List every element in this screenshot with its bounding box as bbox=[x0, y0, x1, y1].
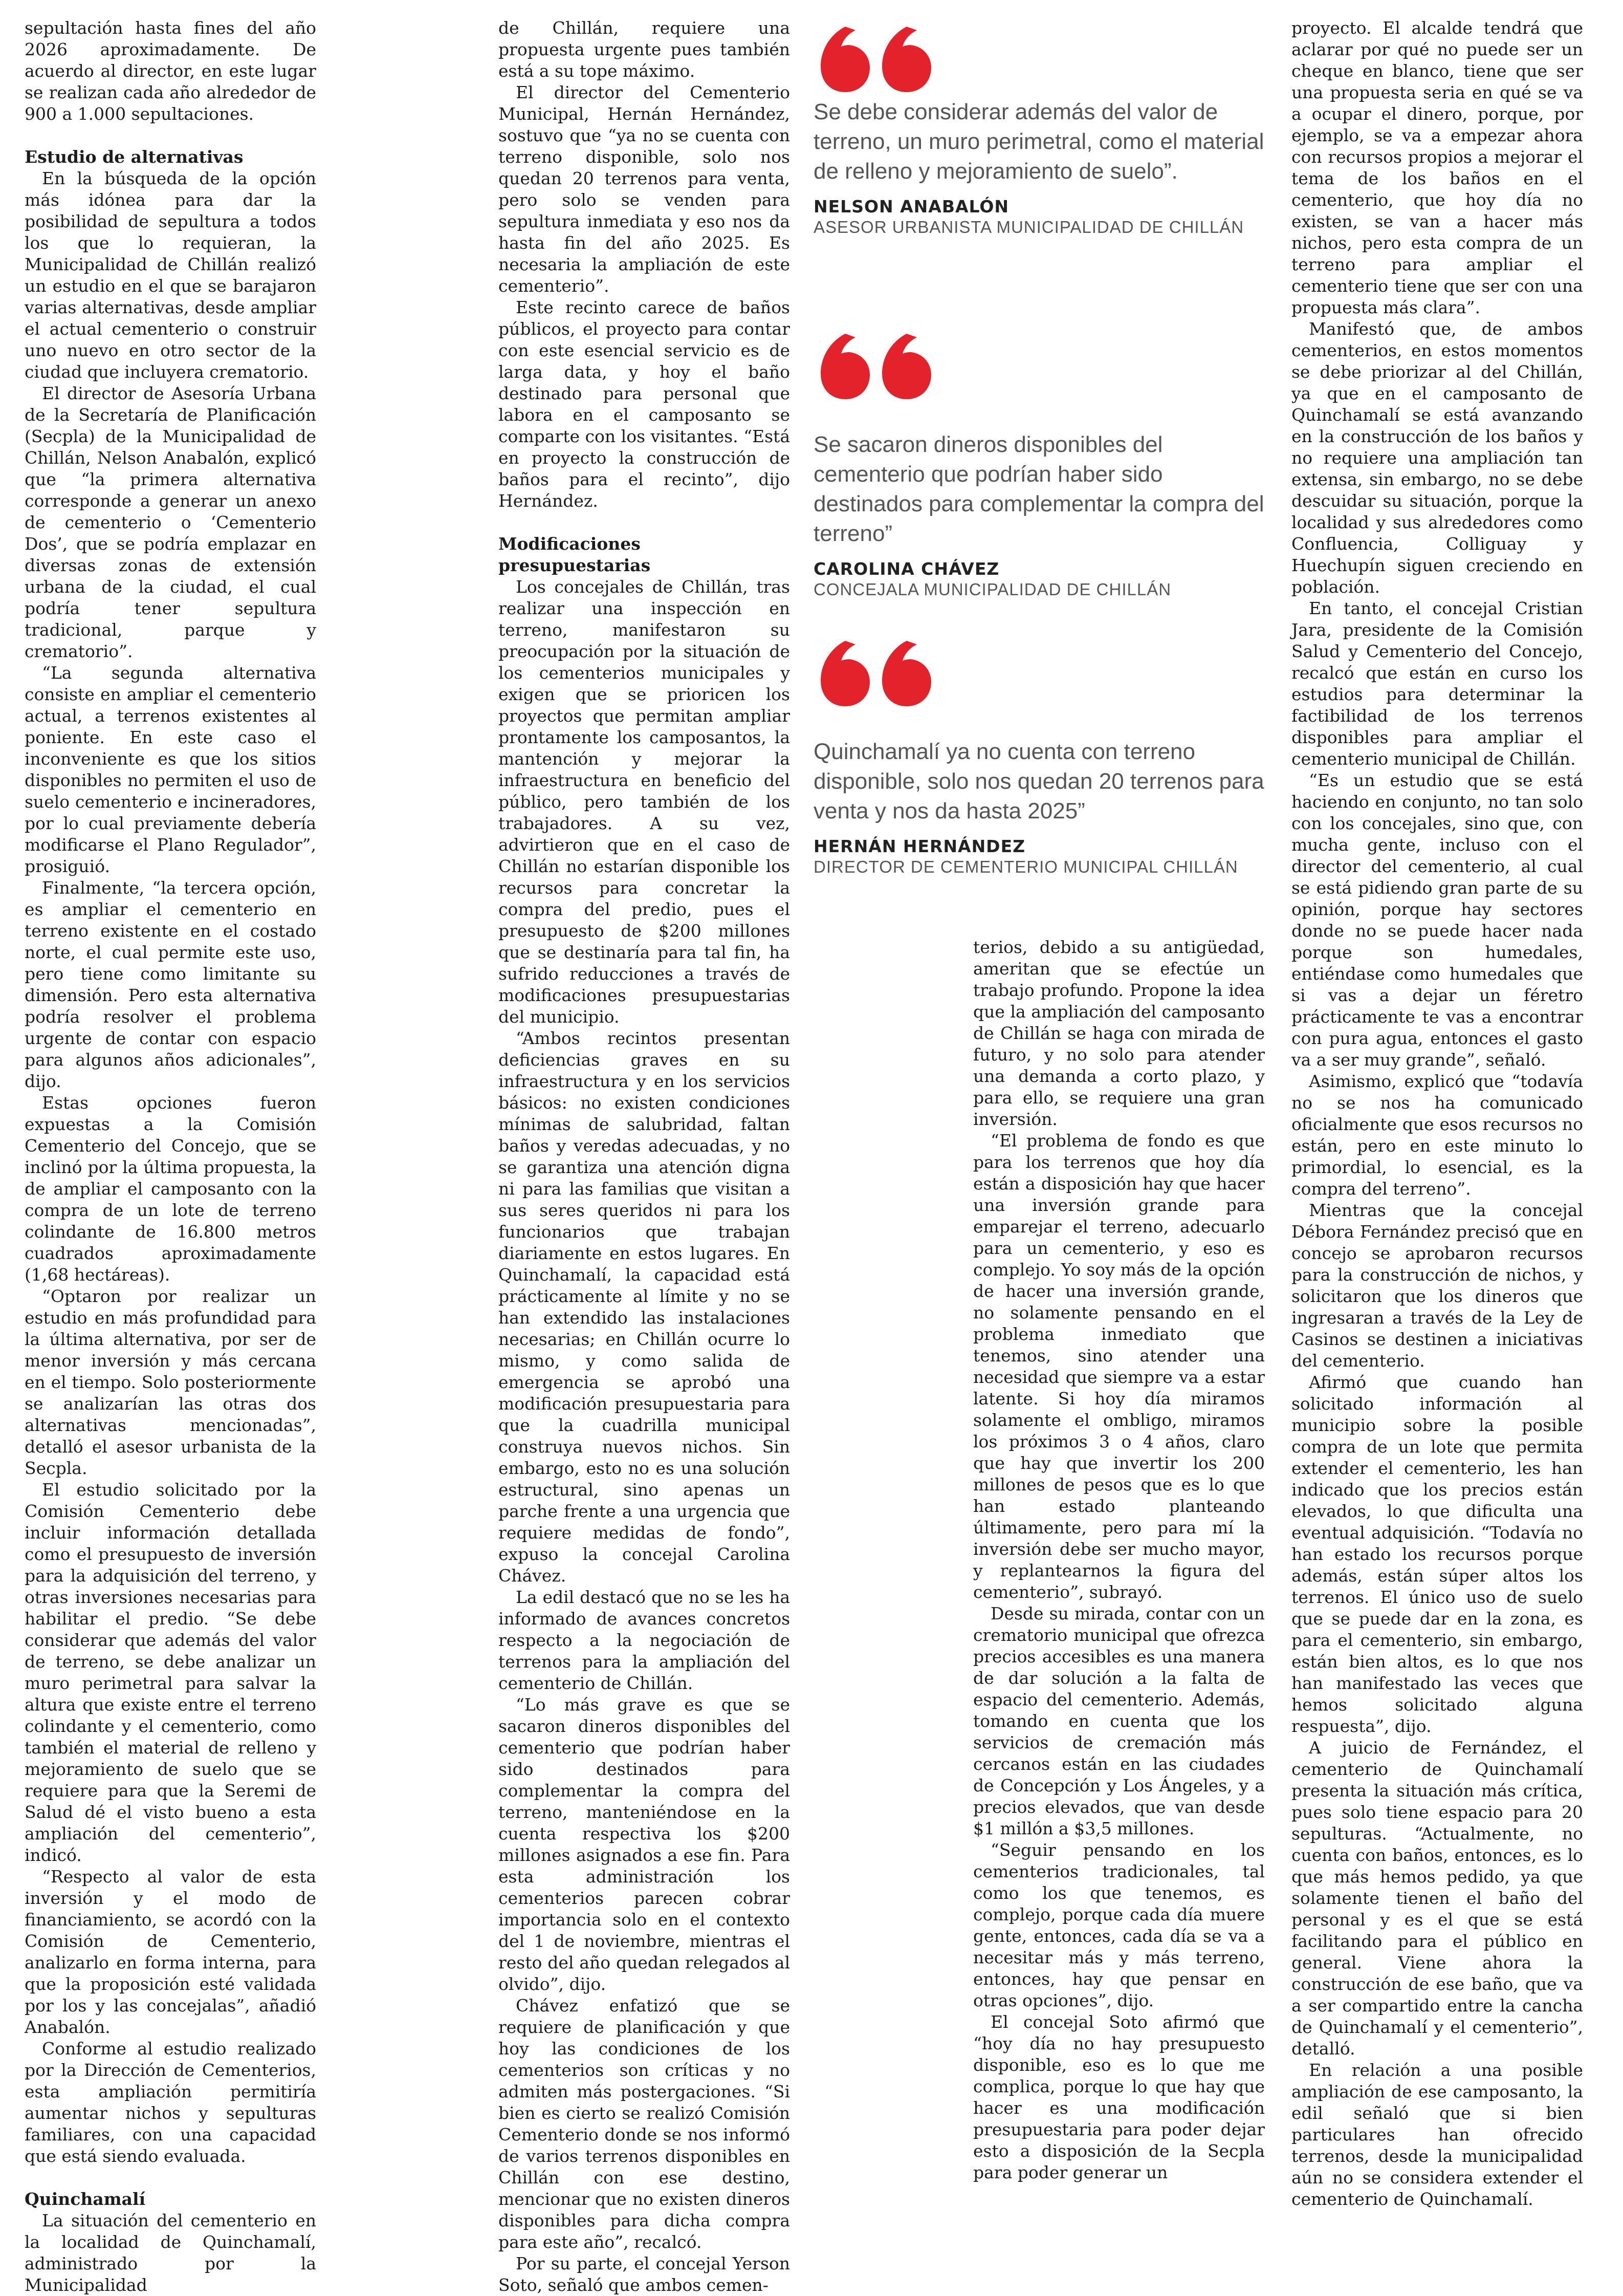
paragraph: El director del Cementerio Municipal, Hernán Hernández, sostuvo que “ya no se cuenta con terreno disponible, solo nos quedan 20 terrenos para venta, pero solo se venden para sepultura inmediata y eso nos da hasta fin del año 2025. Es necesaria la ampliación de este cementerio”. bbox=[498, 82, 790, 296]
paragraph: “Seguir pensando en los cementerios tradicionales, tal como los que tenemos, es complejo, porque cada día muere gente, entonces, cada día se va a necesitar más y más terreno, entonces, hay que pensar en otras opciones”, dijo. bbox=[973, 1840, 1265, 2010]
paragraph: proyecto. El alcalde tendrá que aclarar por qué no puede ser un cheque en blanco, tiene que ser una propuesta seria en qué se va a ocupar el dinero, porque, por ejemplo, se va a empezar ahora con recursos propios a mejorar el tema de los baños en el cementerio, que hoy día no existen, se van a hacer más nichos, pero esta compra de un terreno para ampliar el cementerio tiene que ser con una propuesta más clara”. bbox=[1291, 18, 1583, 317]
paragraph: Estas opciones fueron expuestas a la Comisión Cementerio del Concejo, que se inclinó por la última propuesta, la de ampliar el camposanto con la compra de un lote de terreno colindante de 16.800 metros cuadrados aproximadamente (1,68 hectáreas). bbox=[25, 1093, 316, 1285]
quote-author-role: DIRECTOR DE CEMENTERIO MUNICIPAL CHILLÁN bbox=[814, 857, 1238, 876]
paragraph: sepultación hasta fines del año 2026 aproximadamente. De acuerdo al director, en este lugar se realizan cada año alrededor de 900 a 1.000 sepultaciones. bbox=[25, 18, 316, 124]
paragraph: Manifestó que, de ambos cementerios, en estos momentos se debe priorizar al del Chillán, ya que en el camposanto de Quinchamalí se está avanzando en la construcción de los baños y no requiere una ampliación tan extensa, sin embargo, no se debe descuidar su situación, porque la localidad y sus alrededores como Confluencia, Colliguay y Huechupín siguen creciendo en población. bbox=[1291, 319, 1583, 597]
paragraph: A juicio de Fernández, el cementerio de Quinchamalí presenta la situación más crítica, pues solo tiene espacio para 20 sepulturas. “Actualmente, no cuenta con baños, entonces, es lo que más hemos pedido, ya que solamente tienen el baño del personal y es el que se está facilitando para el público en general. Viene ahora la construcción de ese baño, que va a ser compartido entre la cancha de Quinchamalí y el cementerio”, detalló. bbox=[1291, 1738, 1583, 2059]
pull-quote-anabalon bbox=[814, 15, 1274, 237]
paragraph: Este recinto carece de baños públicos, el proyecto para contar con este esencial servicio es de larga data, y hoy el baño destinado para personal que labora en el camposanto se comparte con los visitantes. “Está en proyecto la construcción de baños para el recinto”, dijo Hernández. bbox=[498, 297, 790, 511]
paragraph: Desde su mirada, contar con un crematorio municipal que ofrezca precios accesibles es una manera de dar solución a la falta de espacio del cementerio. Además, tomando en cuenta que los servicios de cremación más cercanos están en las ciudades de Concepción y Los Ángeles, y a precios elevados, que van desde $1 millón a $3,5 millones. bbox=[973, 1604, 1265, 1838]
quote-author-role: CONCEJALA MUNICIPALIDAD DE CHILLÁN bbox=[814, 580, 1172, 599]
paragraph: Por su parte, el concejal Yerson Soto, señaló que ambos cemen- bbox=[498, 2254, 790, 2295]
quote-text: Quinchamalí ya no cuenta con terreno disponible, solo nos quedan 20 terrenos para venta y nos da hasta 2025” bbox=[814, 739, 1264, 824]
paragraph: El director de Asesoría Urbana de la Secretaría de Planificación (Secpla) de la Municipalidad de Chillán, Nelson Anabalón, explicó que “la primera alternativa corresponde a generar un anexo de cementerio o ‘Cementerio Dos’, que se podría emplazar en diversas zonas de extensión urbana de la ciudad, el cual podría tener sepultura tradicional, parque y crematorio”. bbox=[25, 383, 316, 661]
paragraph: de Chillán, requiere una propuesta urgente pues también está a su tope máximo. bbox=[498, 18, 790, 81]
paragraph: La situación del cementerio en la localidad de Quinchamalí, administrado por la Municipalidad bbox=[25, 2211, 316, 2295]
paragraph: En la búsqueda de la opción más idónea para dar la posibilidad de sepultura a todos los que lo requieran, la Municipalidad de Chillán realizó un estudio en el que se barajaron varias alternativas, desde ampliar el actual cementerio o construir uno nuevo en otro sector de la ciudad que incluyera crematorio. bbox=[25, 168, 316, 382]
quote-text: Se debe considerar además del valor de terreno, un muro perimetral, como el material de relleno y mejoramiento de suelo”. bbox=[814, 99, 1264, 184]
paragraph: “Lo más grave es que se sacaron dineros disponibles del cementerio que podrían haber sido destinados para complementar la compra del terreno, manteniéndose en la cuenta respectiva los $200 millones asignados a ese fin. Para esta administración los cementerios parecen cobrar importancia solo en el contexto del 1 de noviembre, mientras el resto del año quedan relegados al olvido”, dijo. bbox=[498, 1695, 790, 1994]
section-heading-quinchamali: Quinchamalí bbox=[25, 2189, 146, 2209]
paragraph: “Ambos recintos presentan deficiencias graves en su infraestructura y en los servicios básicos: no existen condiciones mínimas de salubridad, faltan baños y veredas adecuadas, y no se garantiza una atención digna ni para las familias que visitan a sus seres queridos ni para los funcionarios que trabajan diariamente en estos lugares. En Quinchamalí, la capacidad está prácticamente al límite y no se han extendido las instalaciones necesarias; en Chillán ocurre lo mismo, y como salida de emergencia se aprobó una modificación presupuestaria para que la cuadrilla municipal construya nuevos nichos. Sin embargo, esto no es una solución estructural, sino apenas un parche frente a una urgencia que requiere medidas de fondo”, expuso la concejal Carolina Chávez. bbox=[498, 1028, 790, 1586]
paragraph: Chávez enfatizó que se requiere de planificación y que hoy las condiciones de los cementerios son críticas y no admiten más postergaciones. “Si bien es cierto se realizó Comisión Cementerio donde se nos informó de varios terrenos disponibles en Chillán con ese destino, mencionar que no existen dineros disponibles para dicha compra para este año”, recalcó. bbox=[498, 1996, 790, 2252]
quote-text: Se sacaron dineros disponibles del cementerio que podrían haber sido destinados para complementar la compra del terreno” bbox=[814, 432, 1264, 546]
paragraph: “Respecto al valor de esta inversión y el modo de financiamiento, se acordó con la Comisión de Cementerio, analizarlo en forma interna, para que la proposición esté validada por los y las concejalas”, añadió Anabalón. bbox=[25, 1867, 316, 2037]
quote-author-name: NELSON ANABALÓN bbox=[814, 197, 1010, 216]
section-heading-alternativas: Estudio de alternativas bbox=[25, 147, 244, 167]
article-column-4 bbox=[1291, 17, 1583, 2210]
quote-mark-icon bbox=[814, 322, 947, 404]
quote-mark-icon bbox=[814, 15, 947, 97]
quote-mark-icon bbox=[814, 630, 947, 711]
paragraph: Los concejales de Chillán, tras realizar una inspección en terreno, manifestaron su preocupación por la situación de los cementerios municipales y exigen que se prioricen los proyectos que permitan ampliar prontamente los camposantos, la mantención y mejorar la infraestructura en beneficio del público, pero también de los trabajadores. A su vez, advirtieron que en el caso de Chillán no estarían disponible los recursos para concretar la compra del predio, pues el presupuesto de $200 millones que se destinaría para tal fin, ha sufrido reducciones a través de modificaciones presupuestarias del municipio. bbox=[498, 577, 790, 1027]
pull-quote-hernandez bbox=[814, 630, 1274, 877]
quote-author-role: ASESOR URBANISTA MUNICIPALIDAD DE CHILLÁN bbox=[814, 218, 1244, 236]
paragraph: La edil destacó que no se les ha informado de avances concretos respecto a la negociación de terrenos para la ampliación del cementerio de Chillán. bbox=[498, 1587, 790, 1693]
article-column-3 bbox=[973, 937, 1265, 2183]
paragraph: En tanto, el concejal Cristian Jara, presidente de la Comisión Salud y Cementerio del Concejo, recalcó que están en curso los estudios para determinar la factibilidad de los terrenos disponibles para ampliar el cementerio municipal de Chillán. bbox=[1291, 598, 1583, 769]
article-column-1 bbox=[25, 17, 316, 2296]
pull-quote-chavez bbox=[814, 322, 1274, 600]
paragraph: Mientras que la concejal Débora Fernández precisó que en concejo se aprobaron recursos para la construcción de nichos, y solicitaron que los dineros que ingresaran a través de la Ley de Casinos se destinen a iniciativas del cementerio. bbox=[1291, 1200, 1583, 1371]
section-heading-modificaciones: Modificaciones presupuestarias bbox=[498, 534, 651, 575]
paragraph: terios, debido a su antigüedad, ameritan que se efectúe un trabajo profundo. Propone la idea que la ampliación del camposanto de Chillán se haga con mirada de futuro, y no solo para atender una demanda a corto plazo, y para ello, se requiere una gran inversión. bbox=[973, 937, 1265, 1129]
paragraph: Asimismo, explicó que “todavía no se nos ha comunicado oficialmente que esos recursos no están, pero en este minuto lo primordial, lo esencial, es la compra del terreno”. bbox=[1291, 1071, 1583, 1199]
paragraph: Afirmó que cuando han solicitado información al municipio sobre la posible compra de un lote que permita extender el cementerio, les han indicado que los precios están elevados, lo que dificulta una eventual adquisición. “Todavía no han estado los recursos porque además, están súper altos los terrenos. El único uso de suelo que se puede dar en la zona, es para el cementerio, sin embargo, están bien altos, es lo que nos han manifestado las veces que hemos solicitado alguna respuesta”, dijo. bbox=[1291, 1372, 1583, 1736]
article-column-2 bbox=[498, 17, 790, 2296]
paragraph: “El problema de fondo es que para los terrenos que hoy día están a disposición hay que hacer una inversión grande para emparejar el terreno, adecuarlo para un cementerio, y eso es complejo. Yo soy más de la opción de hacer una inversión grande, no solamente pensando en el problema inmediato que tenemos, sino atender una necesidad que siempre va a estar latente. Si hoy día miramos solamente el ombligo, miramos los próximos 3 o 4 años, claro que hay que invertir los 200 millones de pesos que es lo que han estado planteando últimamente, pero para mí la inversión debe ser mucho mayor, y replantearnos la figura del cementerio”, subrayó. bbox=[973, 1131, 1265, 1602]
paragraph: El concejal Soto afirmó que “hoy día no hay presupuesto disponible, eso es lo que me complica, porque lo que hay que hacer es una modificación presupuestaria para poder dejar esto a disposición de la Secpla para poder generar un bbox=[973, 2012, 1265, 2182]
paragraph: “Optaron por realizar un estudio en más profundidad para la última alternativa, por ser de menor inversión y más cercana en el tiempo. Solo posteriormente se analizarían las otras dos alternativas mencionadas”, detalló el asesor urbanista de la Secpla. bbox=[25, 1286, 316, 1478]
quote-author-name: HERNÁN HERNÁNDEZ bbox=[814, 836, 1026, 856]
paragraph: En relación a una posible ampliación de ese camposanto, la edil señaló que si bien particulares han ofrecido terrenos, desde la municipalidad aún no se considera extender el cementerio de Quinchamalí. bbox=[1291, 2060, 1583, 2209]
paragraph: El estudio solicitado por la Comisión Cementerio debe incluir información detallada como el presupuesto de inversión para la adquisición del terreno, y otras inversiones necesarias para habilitar el predio. “Se debe considerar que además del valor de terreno, se debe analizar un muro perimetral para salvar la altura que existe entre el terreno colindante y el cementerio, como también el material de relleno y mejoramiento de suelo que se requiere para que la Seremi de Salud dé el visto bueno a esta ampliación del cementerio”, indicó. bbox=[25, 1480, 316, 1865]
paragraph: Finalmente, “la tercera opción, es ampliar el cementerio en terreno existente en el costado norte, el cual permite este uso, pero tiene como limitante su dimensión. Pero esta alternativa podría resolver el problema urgente de contar con espacio para algunos años adicionales”, dijo. bbox=[25, 878, 316, 1091]
quote-author-name: CAROLINA CHÁVEZ bbox=[814, 559, 1000, 579]
paragraph: Conforme al estudio realizado por la Dirección de Cementerios, esta ampliación permitiría aumentar nichos y sepulturas familiares, con una capacidad que está siendo evaluada. bbox=[25, 2039, 316, 2166]
paragraph: “La segunda alternativa consiste en ampliar el cementerio actual, a terrenos existentes al poniente. En este caso el inconveniente es que los sitios disponibles no permiten el uso de suelo cementerio e incineradores, por lo cual previamente debería modificarse el Plano Regulador”, prosiguió. bbox=[25, 663, 316, 876]
paragraph: “Es un estudio que se está haciendo en conjunto, no tan solo con los concejales, sino que, con mucha gente, incluso con el director del cementerio, al cual se está pidiendo gran parte de su opinión, porque hay sectores donde no se puede hacer nada porque son humedales, entiéndase como humedales que si vas a dejar un féretro prácticamente te vas a encontrar con pura agua, entonces el gasto va a ser muy grande”, señaló. bbox=[1291, 770, 1583, 1070]
